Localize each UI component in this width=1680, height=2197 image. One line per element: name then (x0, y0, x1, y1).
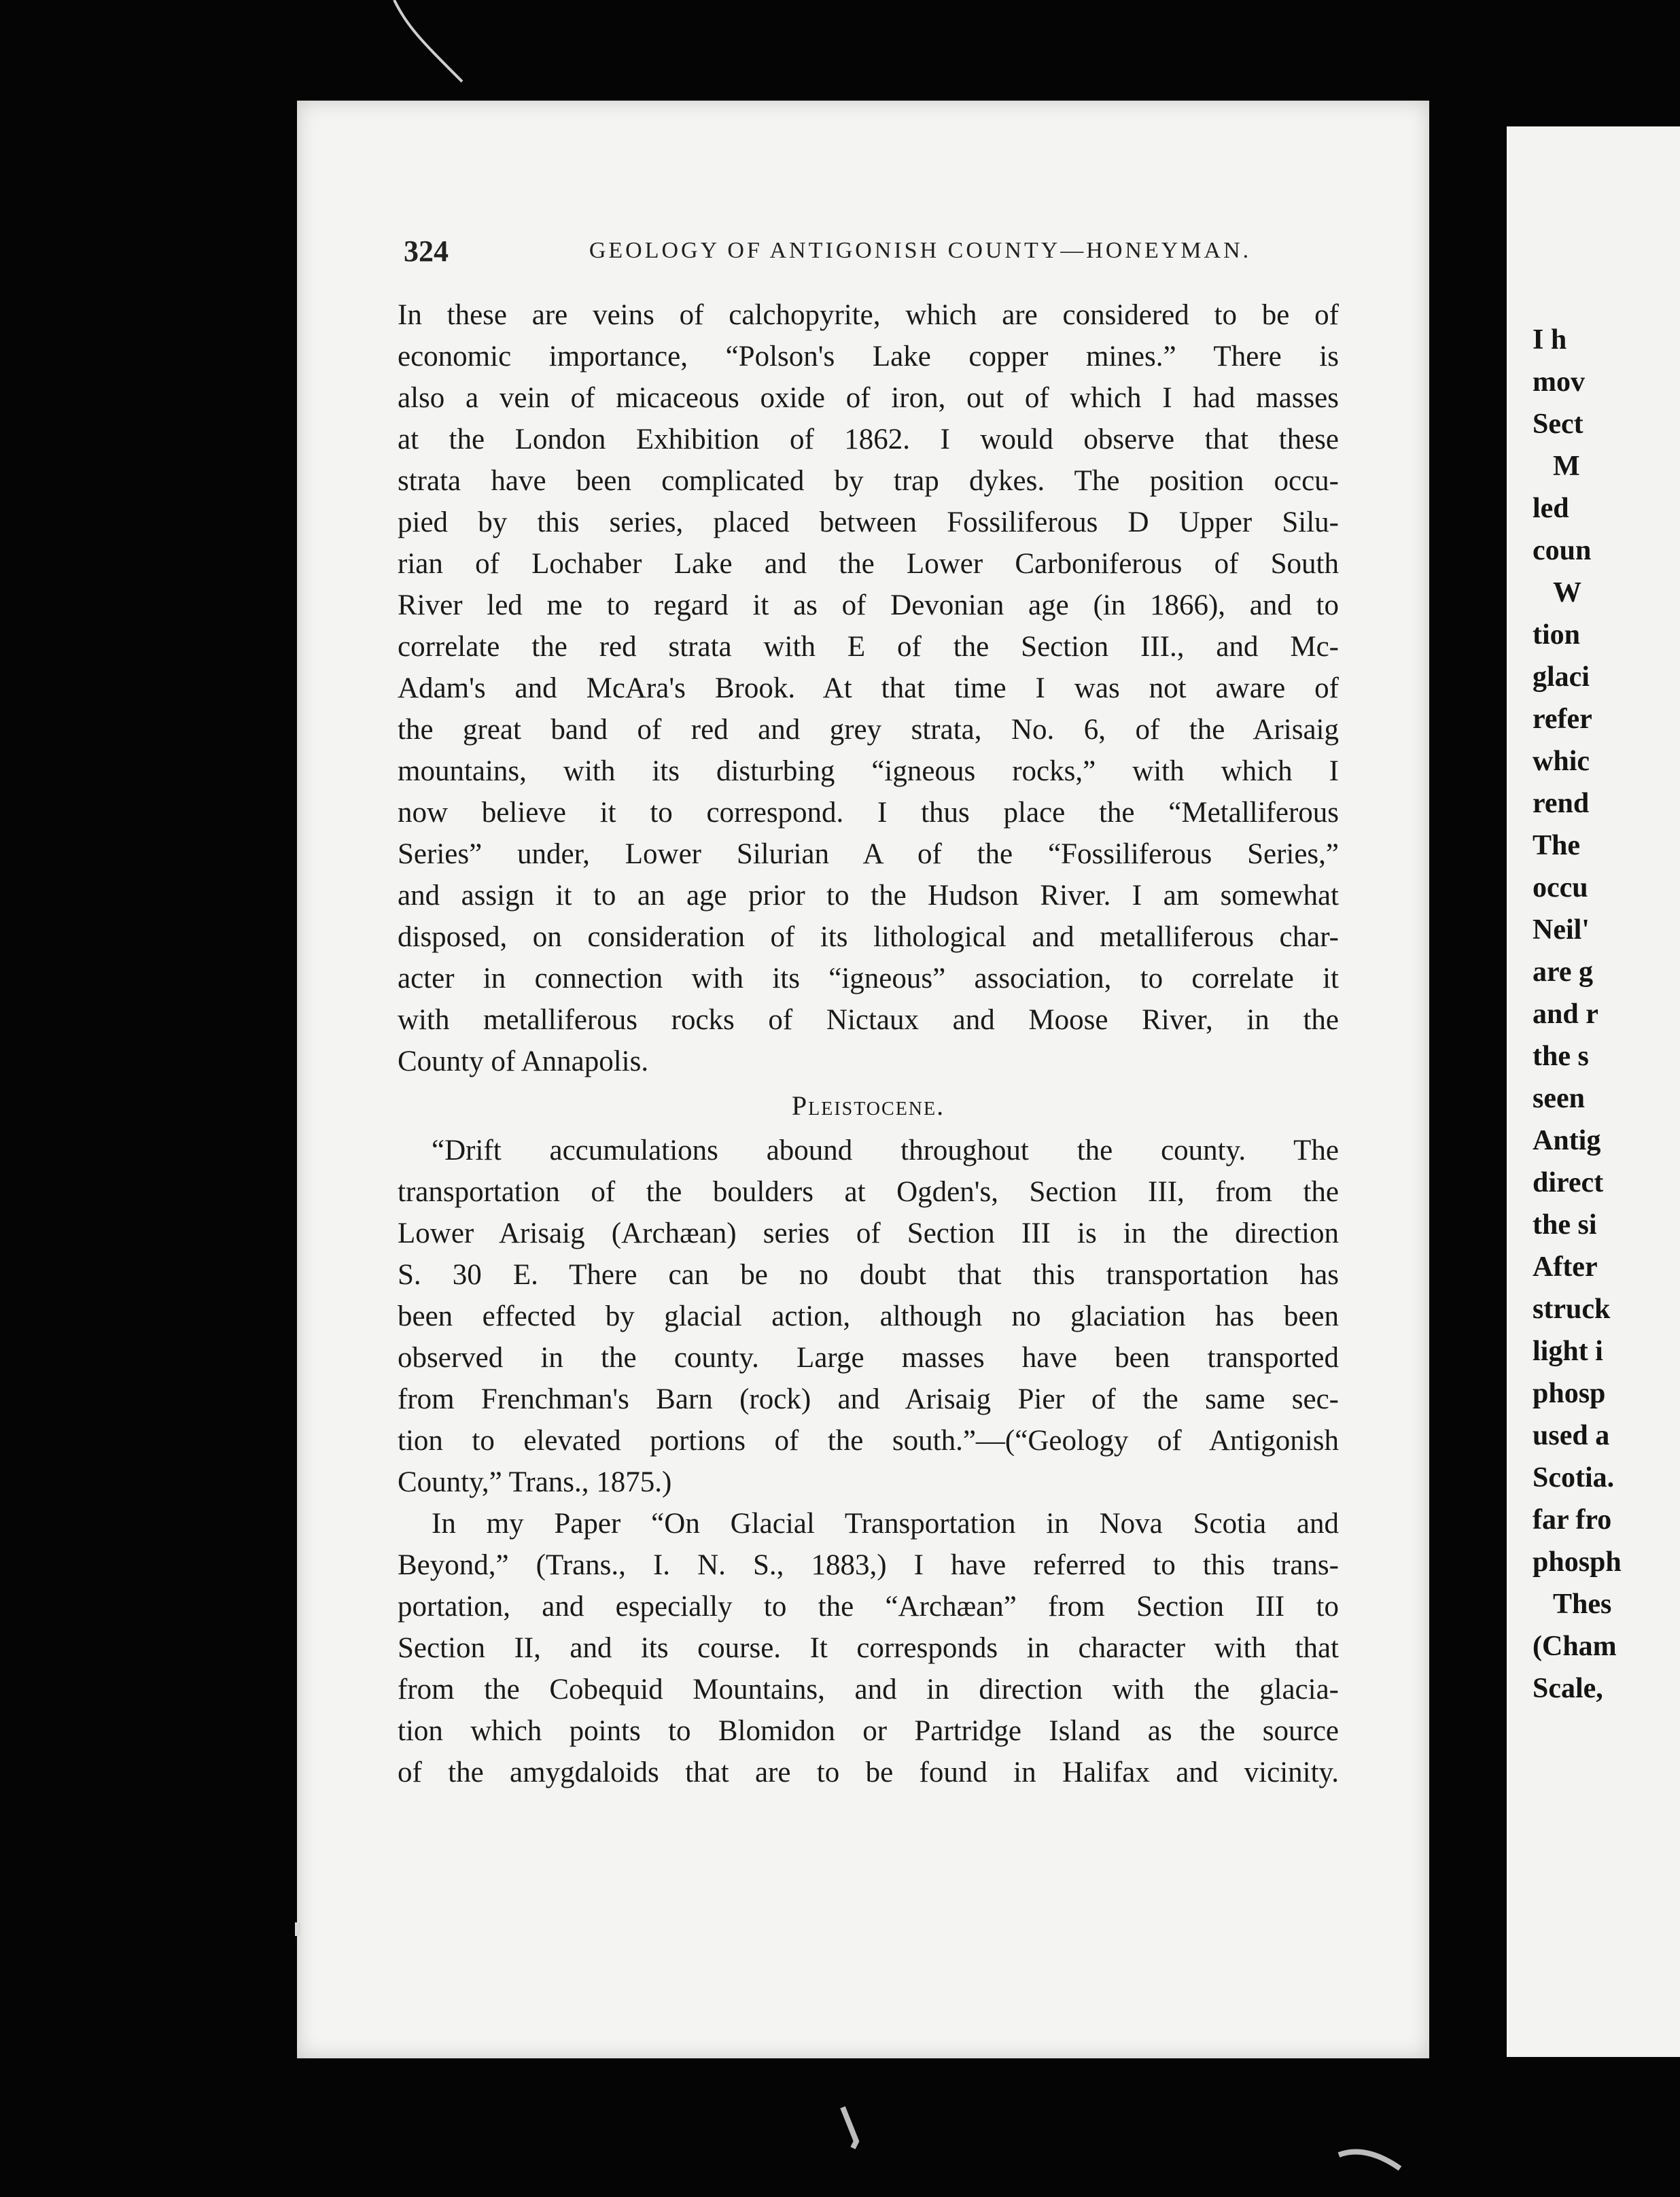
text-line: Adam's and McAra's Brook. At that time I was not aware of (398, 672, 1339, 704)
partial-text-line: Thes (1553, 1589, 1612, 1620)
running-title: GEOLOGY OF ANTIGONISH COUNTY—HONEYMAN. (589, 238, 1252, 263)
partial-text-line: and r (1533, 999, 1598, 1030)
partial-text-line: are g (1533, 956, 1594, 988)
partial-text-line: M (1553, 451, 1580, 482)
scan-speck (295, 1922, 300, 1936)
partial-text-line: Antig (1533, 1125, 1601, 1156)
text-line: at the London Exhibition of 1862. I would observe that these (398, 423, 1339, 455)
text-line: from the Cobequid Mountains, and in direction with the glacia- (398, 1674, 1339, 1706)
text-line: rian of Lochaber Lake and the Lower Carboniferous of South (398, 548, 1339, 580)
body-text (398, 294, 1339, 1793)
partial-text-line: phosph (1533, 1546, 1622, 1578)
partial-text-line: led (1533, 493, 1569, 524)
partial-text-line: seen (1533, 1083, 1585, 1114)
text-line: disposed, on consideration of its lithological and metalliferous char- (398, 921, 1339, 953)
text-line: the great band of red and grey strata, No. 6, of the Arisaig (398, 714, 1339, 746)
partial-text-line: light i (1533, 1336, 1603, 1367)
partial-text-line: Neil' (1533, 914, 1590, 946)
partial-text-line: tion (1533, 619, 1581, 651)
text-line: Lower Arisaig (Archæan) series of Section III is in the direction (398, 1217, 1339, 1249)
partial-text-line: The (1533, 830, 1581, 861)
partial-text-line: used a (1533, 1420, 1610, 1451)
partial-text-line: Sect (1533, 409, 1583, 440)
text-line: and assign it to an age prior to the Hudson River. I am somewhat (398, 880, 1339, 912)
text-line: with metalliferous rocks of Nictaux and Moose River, in the (398, 1004, 1339, 1036)
partial-text-line: mov (1533, 366, 1585, 398)
text-line: Beyond,” (Trans., I. N. S., 1883,) I have referred to this trans- (398, 1549, 1339, 1581)
partial-text-line: Scale, (1533, 1673, 1603, 1704)
left-book-page (297, 101, 1429, 2058)
scan-debris-mark (1332, 2141, 1407, 2189)
partial-text-line: struck (1533, 1294, 1611, 1325)
text-line: correlate the red strata with E of the Section III., and Mc- (398, 631, 1339, 663)
text-line: been effected by glacial action, although no glaciation has been (398, 1300, 1339, 1332)
partial-text-line: whic (1533, 746, 1590, 777)
text-line: tion which points to Blomidon or Partridge Island as the source (398, 1715, 1339, 1747)
partial-text-line: W (1553, 577, 1581, 608)
text-line: acter in connection with its “igneous” association, to correlate it (398, 963, 1339, 994)
text-line: economic importance, “Polson's Lake copper mines.” There is (398, 341, 1339, 373)
partial-text-line: coun (1533, 535, 1592, 566)
text-line: County of Annapolis. (398, 1045, 649, 1077)
partial-text-line: occu (1533, 872, 1588, 903)
text-line: portation, and especially to the “Archæan” from Section III to (398, 1591, 1339, 1623)
text-line: tion to elevated portions of the south.”—(“Geology of Antigonish (398, 1425, 1339, 1457)
text-line: pied by this series, placed between Fossiliferous D Upper Silu- (398, 506, 1339, 538)
page-header (404, 234, 1348, 275)
text-line: River led me to regard it as of Devonian age (in 1866), and to (398, 589, 1339, 621)
text-line: mountains, with its disturbing “igneous rocks,” with which I (398, 755, 1339, 787)
text-line: from Frenchman's Barn (rock) and Arisaig Pier of the same sec- (398, 1383, 1339, 1415)
text-line: In my Paper “On Glacial Transportation in Nova Scotia and (432, 1508, 1339, 1540)
partial-text-line: rend (1533, 788, 1590, 819)
text-line: of the amygdaloids that are to be found in Halifax and vicinity. (398, 1757, 1339, 1788)
text-line: observed in the county. Large masses have been transported (398, 1342, 1339, 1374)
partial-text-line: glaci (1533, 661, 1590, 693)
text-line: S. 30 E. There can be no doubt that this transportation has (398, 1259, 1339, 1291)
text-line: also a vein of micaceous oxide of iron, out of which I had masses (398, 382, 1339, 414)
partial-text-line: direct (1533, 1167, 1604, 1198)
text-line: County,” Trans., 1875.) (398, 1466, 672, 1498)
partial-text-line: the s (1533, 1041, 1589, 1072)
text-line: In these are veins of calchopyrite, which are considered to be of (398, 299, 1339, 331)
text-line: Series” under, Lower Silurian A of the “Fossiliferous Series,” (398, 838, 1339, 870)
partial-text-line: far fro (1533, 1504, 1612, 1536)
text-line: “Drift accumulations abound throughout the county. The (432, 1135, 1339, 1166)
partial-text-line: the si (1533, 1209, 1597, 1241)
text-line: now believe it to correspond. I thus place the “Metalliferous (398, 797, 1339, 829)
partial-text-line: After (1533, 1251, 1598, 1283)
partial-text-line: I h (1533, 324, 1567, 356)
scan-debris-mark (836, 2100, 877, 2155)
section-heading: Pleistocene. (791, 1090, 945, 1121)
partial-text-line: (Cham (1533, 1631, 1617, 1662)
right-book-page-edge (1507, 126, 1680, 2057)
text-line: strata have been complicated by trap dykes. The position occu- (398, 465, 1339, 497)
text-line: Section II, and its course. It corresponds in character with that (398, 1632, 1339, 1664)
scan-debris-mark (381, 0, 489, 102)
text-line: transportation of the boulders at Ogden's, Section III, from the (398, 1176, 1339, 1208)
partial-text-line: refer (1533, 704, 1592, 735)
page-number: 324 (404, 235, 449, 268)
partial-text-line: phosp (1533, 1378, 1606, 1409)
partial-text-line: Scotia. (1533, 1462, 1615, 1493)
